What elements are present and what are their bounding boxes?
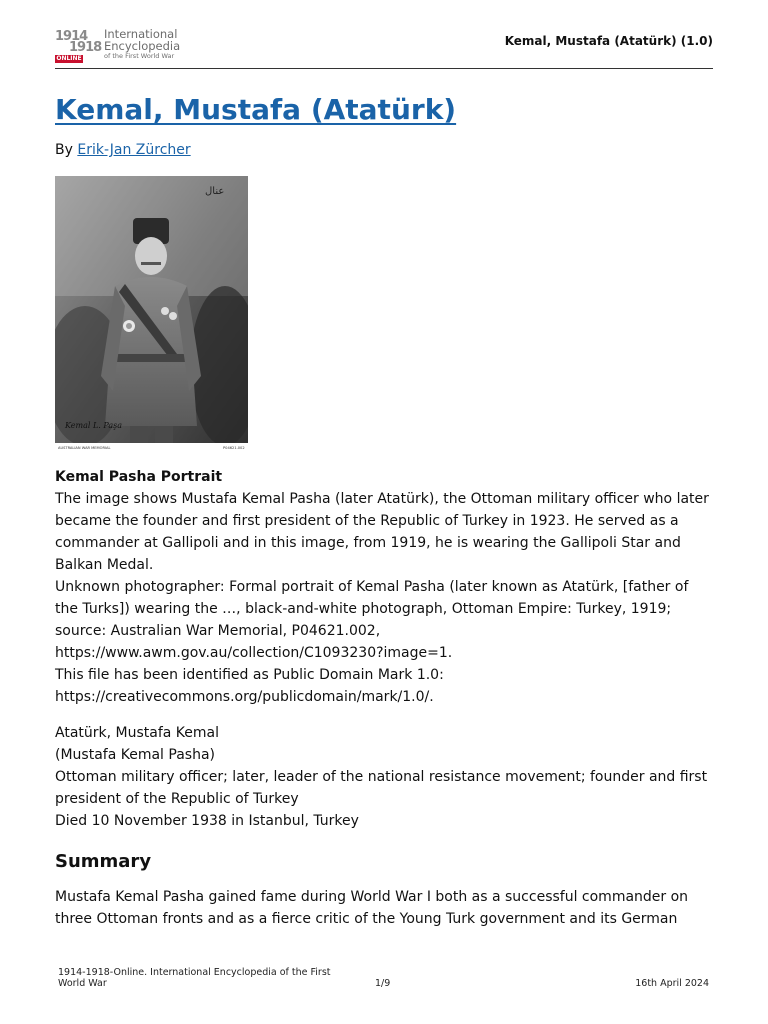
bio-role: Ottoman military officer; later, leader of the national resistance movement; founder and first president of the Republic of Turkey: [55, 769, 708, 807]
logo-online-badge: ONLINE: [56, 55, 82, 62]
caption-title: Kemal Pasha Portrait: [55, 469, 223, 485]
photo-credit-left: AUSTRALIAN WAR MEMORIAL: [58, 446, 111, 450]
encyclopedia-logo[interactable]: [55, 28, 185, 64]
logo-line-1: International: [104, 27, 178, 41]
summary-heading: Summary: [55, 851, 152, 872]
spacer: [55, 708, 715, 722]
logo-wordmark: [104, 28, 180, 61]
summary-text: Mustafa Kemal Pasha gained fame during World War I both as a successful commander on three Ottoman fronts and as a fierce critic of the Young Turk government and its German: [55, 889, 689, 927]
page-header: [55, 28, 713, 68]
photo-credit-right: P04621.002: [223, 446, 245, 450]
footer-page-number: 1/9: [375, 978, 391, 989]
byline: [55, 142, 191, 158]
caption-license-url[interactable]: https://creativecommons.org/publicdomain/mark/1.0/.: [55, 689, 434, 705]
logo-line-3: of the First World War: [104, 52, 175, 60]
byline-prefix: By: [55, 142, 73, 158]
running-header-title: Kemal, Mustafa (Atatürk) (1.0): [504, 34, 713, 48]
caption-source-url[interactable]: https://www.awm.gov.au/collection/C1093230?image=1.: [55, 645, 453, 661]
caption-license: This file has been identified as Public Domain Mark 1.0:: [55, 667, 444, 683]
author-link[interactable]: Erik-Jan Zürcher: [77, 142, 191, 158]
photo-signature: Kemal L. Paşa: [65, 421, 123, 430]
logo-years: [55, 29, 102, 62]
caption-credit: Unknown photographer: Formal portrait of Kemal Pasha (later known as Atatürk, [father of the Turks]) wearing the …, black-and-white photograph, Ottoman Empire: Turkey, 1919; source: Australian War Memorial, P04621.002,: [55, 579, 689, 639]
bio-name: Atatürk, Mustafa Kemal: [55, 725, 220, 741]
footer-publisher: 1914-1918-Online. International Encyclopedia of the First World War: [58, 967, 331, 989]
article-content: [55, 466, 715, 930]
caption-description: The image shows Mustafa Kemal Pasha (later Atatürk), the Ottoman military officer who later became the founder and first president of the Republic of Turkey in 1923. He served as a commander at Gallipoli and in this image, from 1919, he is wearing the Gallipoli Star and Balkan Medal.: [55, 491, 709, 573]
svg-text:ﻋﻨﺎﻝ: ﻋﻨﺎﻝ: [205, 186, 225, 197]
bio-died: Died 10 November 1938 in Istanbul, Turkey: [55, 813, 359, 829]
article-title[interactable]: Kemal, Mustafa (Atatürk): [55, 93, 457, 126]
footer-date: 16th April 2024: [635, 978, 709, 989]
logo-year-1914: 1914: [55, 29, 88, 44]
logo-line-2: Encyclopedia: [104, 39, 181, 53]
portrait-photo: [55, 176, 248, 451]
header-divider: [55, 68, 713, 69]
bio-alt-name: (Mustafa Kemal Pasha): [55, 747, 215, 763]
logo-year-1918: 1918: [69, 40, 102, 55]
